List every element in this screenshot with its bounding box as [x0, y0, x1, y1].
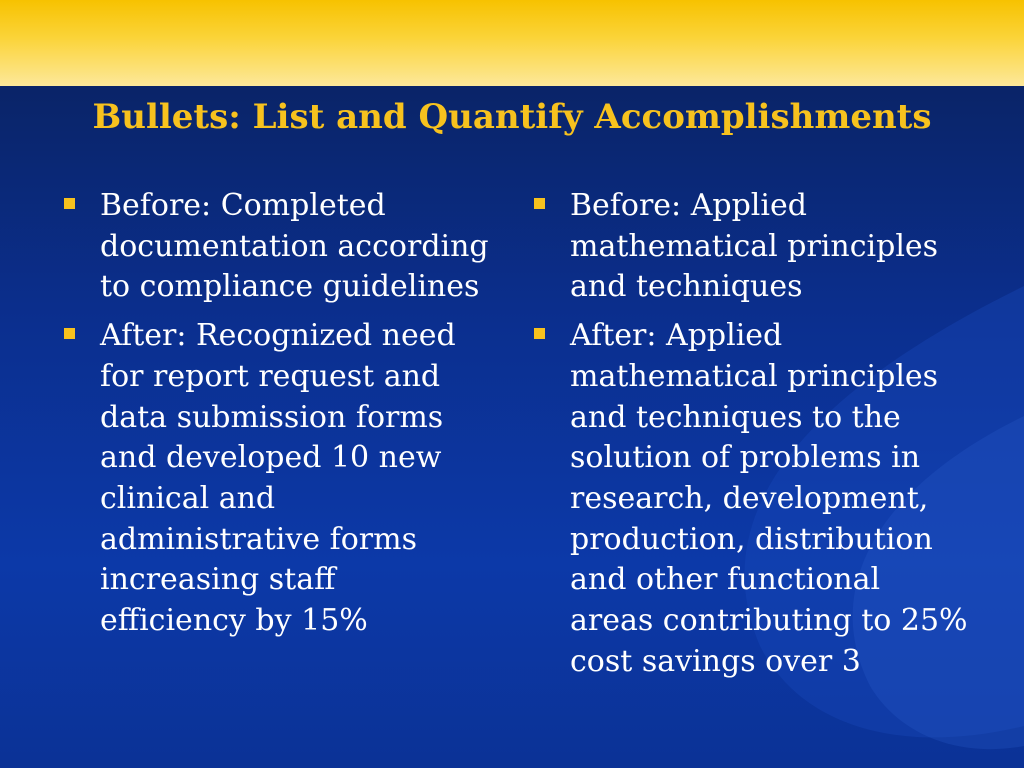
top-accent-band	[0, 0, 1024, 86]
bullet-item	[60, 316, 490, 642]
bullet-text: Before: Applied mathematical principles and techniques	[570, 188, 939, 305]
bullet-text: After: Recognized need for report request and data submission forms and developed 10 new clinical and administrative forms increasing staff efficiency by 15%	[100, 318, 456, 639]
slide-title: Bullets: List and Quantify Accomplishments	[92, 97, 932, 137]
bullet-text: Before: Completed documentation according to compliance guidelines	[100, 188, 489, 305]
square-bullet-icon	[534, 328, 545, 339]
square-bullet-icon	[64, 328, 75, 339]
bullet-text: After: Applied mathematical principles and techniques to the solution of problems in research, development, production, distribution and other functional areas contributing to 25% cost savings over 3	[570, 318, 968, 679]
bullet-item	[60, 186, 490, 308]
bullet-item	[530, 186, 970, 308]
right-bullet-list	[530, 186, 970, 690]
left-bullet-list	[60, 186, 490, 650]
square-bullet-icon	[64, 198, 75, 209]
bullet-item	[530, 316, 970, 682]
square-bullet-icon	[534, 198, 545, 209]
